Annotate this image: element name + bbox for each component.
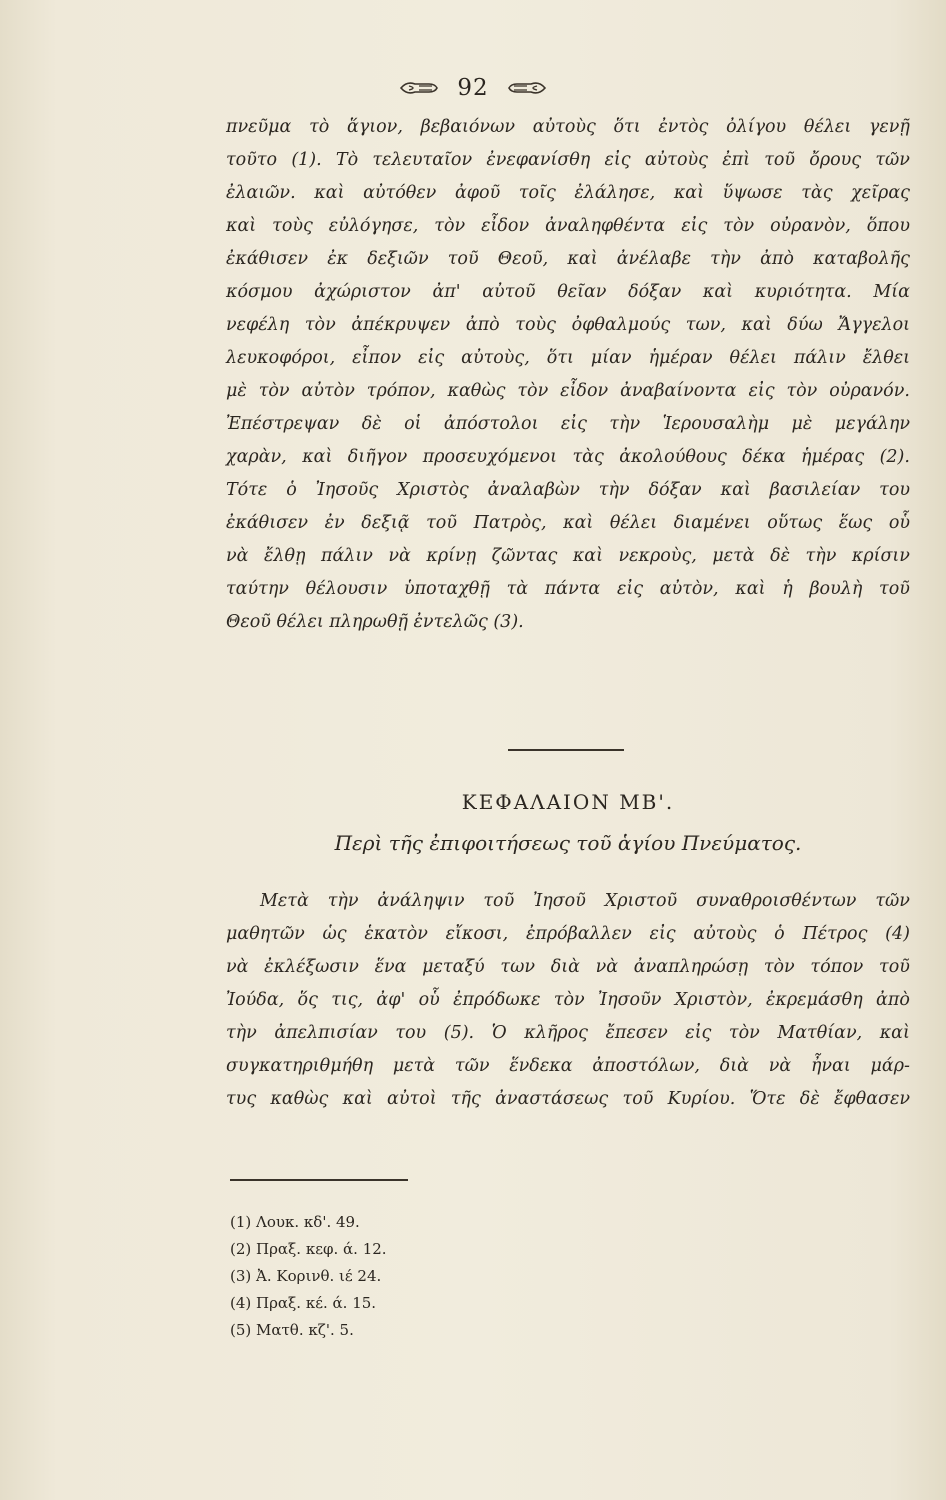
text-line: νὰ ἔλθῃ πάλιν νὰ κρίνῃ ζῶντας καὶ νεκροὺς, μετὰ δὲ τὴν κρίσιν bbox=[226, 546, 910, 566]
footnote-divider bbox=[230, 1179, 408, 1181]
text-line: πνεῦμα τὸ ἅγιον, βεβαιόνων αὐτοὺς ὅτι ἐντὸς ὀλίγου θέλει γενῇ bbox=[226, 117, 910, 137]
footnote: (2) Πραξ. κεφ. ά. 12. bbox=[230, 1240, 387, 1258]
text-line: νεφέλη τὸν ἀπέκρυψεν ἀπὸ τοὺς ὀφθαλμούς των, καὶ δύω Ἄγγελοι bbox=[226, 315, 910, 335]
footnote: (4) Πραξ. κέ. ά. 15. bbox=[230, 1294, 377, 1312]
text-line: νὰ ἐκλέξωσιν ἕνα μεταξύ των διὰ νὰ ἀναπληρώσῃ τὸν τόπον τοῦ bbox=[226, 957, 910, 977]
text-line: ἐκάθισεν ἐν δεξιᾷ τοῦ Πατρὸς, καὶ θέλει διαμένει οὕτως ἕως οὗ bbox=[226, 513, 910, 533]
text-line: κόσμου ἀχώριστον ἀπ' αὐτοῦ θεῖαν δόξαν καὶ κυριότητα. Μία bbox=[226, 282, 910, 302]
section-divider bbox=[508, 749, 624, 751]
footnote: (3) Ἀ. Κορινθ. ιέ 24. bbox=[230, 1267, 382, 1285]
paragraph-1 bbox=[226, 111, 910, 639]
chapter-title: ΚΕΦΑΛΑΙΟΝ ΜΒ'. bbox=[461, 790, 675, 814]
text-line: Ἐπέστρεψαν δὲ οἱ ἀπόστολοι εἰς τὴν Ἱερουσαλὴμ μὲ μεγάλην bbox=[226, 414, 910, 434]
text-line: τυς καθὼς καὶ αὐτοὶ τῆς ἀναστάσεως τοῦ Κυρίου. Ὅτε δὲ ἔφθασεν bbox=[226, 1089, 910, 1109]
text-line: τοῦτο (1). Τὸ τελευταῖον ἐνεφανίσθη εἰς αὐτοὺς ἐπὶ τοῦ ὄρους τῶν bbox=[226, 150, 910, 170]
footnote: (1) Λουκ. κδ'. 49. bbox=[230, 1213, 360, 1231]
text-line: ταύτην θέλουσιν ὑποταχθῇ τὰ πάντα εἰς αὐτὸν, καὶ ἡ βουλὴ τοῦ bbox=[226, 579, 910, 599]
text-line: ἐλαιῶν. καὶ αὐτόθεν ἀφοῦ τοῖς ἐλάλησε, καὶ ὕψωσε τὰς χεῖρας bbox=[226, 183, 910, 203]
text-line: μαθητῶν ὡς ἑκατὸν εἴκοσι, ἐπρόβαλλεν εἰς αὐτοὺς ὁ Πέτρος (4) bbox=[226, 924, 910, 944]
right-ornament-icon bbox=[507, 77, 547, 99]
text-line: συγκατηριθμήθη μετὰ τῶν ἕνδεκα ἀποστόλων, διὰ νὰ ἦναι μάρ- bbox=[226, 1056, 910, 1076]
left-ornament-icon bbox=[399, 77, 439, 99]
text-line: Θεοῦ θέλει πληρωθῇ ἐντελῶς (3). bbox=[226, 612, 524, 632]
paragraph-2 bbox=[226, 885, 910, 1116]
text-line: Μετὰ τὴν ἀνάληψιν τοῦ Ἰησοῦ Χριστοῦ συναθροισθέντων τῶν bbox=[260, 891, 910, 911]
text-line: Ἰούδα, ὅς τις, ἀφ' οὗ ἐπρόδωκε τὸν Ἰησοῦν Χριστὸν, ἐκρεμάσθη ἀπὸ bbox=[226, 990, 910, 1010]
text-line: μὲ τὸν αὐτὸν τρόπον, καθὼς τὸν εἶδον ἀναβαίνοντα εἰς τὸν οὐρανόν. bbox=[226, 381, 910, 401]
page-number: 92 bbox=[457, 75, 489, 101]
text-line: ἐκάθισεν ἐκ δεξιῶν τοῦ Θεοῦ, καὶ ἀνέλαβε τὴν ἀπὸ καταβολῆς bbox=[226, 249, 910, 269]
chapter-subtitle: Περὶ τῆς ἐπιφοιτήσεως τοῦ ἁγίου Πνεύματος. bbox=[334, 831, 802, 855]
footnote: (5) Ματθ. κζ'. 5. bbox=[230, 1321, 354, 1339]
text-line: καὶ τοὺς εὐλόγησε, τὸν εἶδον ἀναληφθέντα εἰς τὸν οὐρανὸν, ὅπου bbox=[226, 216, 910, 236]
text-line: λευκοφόροι, εἶπον εἰς αὐτοὺς, ὅτι μίαν ἡμέραν θέλει πάλιν ἔλθει bbox=[226, 348, 910, 368]
text-line: τὴν ἀπελπισίαν του (5). Ὁ κλῆρος ἔπεσεν εἰς τὸν Ματθίαν, καὶ bbox=[226, 1023, 910, 1043]
text-line: χαρὰν, καὶ διῆγον προσευχόμενοι τὰς ἀκολούθους δέκα ἡμέρας (2). bbox=[226, 447, 910, 467]
page-header bbox=[0, 68, 946, 108]
text-line: Τότε ὁ Ἰησοῦς Χριστὸς ἀναλαβὼν τὴν δόξαν καὶ βασιλείαν του bbox=[226, 480, 910, 500]
footnotes bbox=[230, 1209, 630, 1344]
